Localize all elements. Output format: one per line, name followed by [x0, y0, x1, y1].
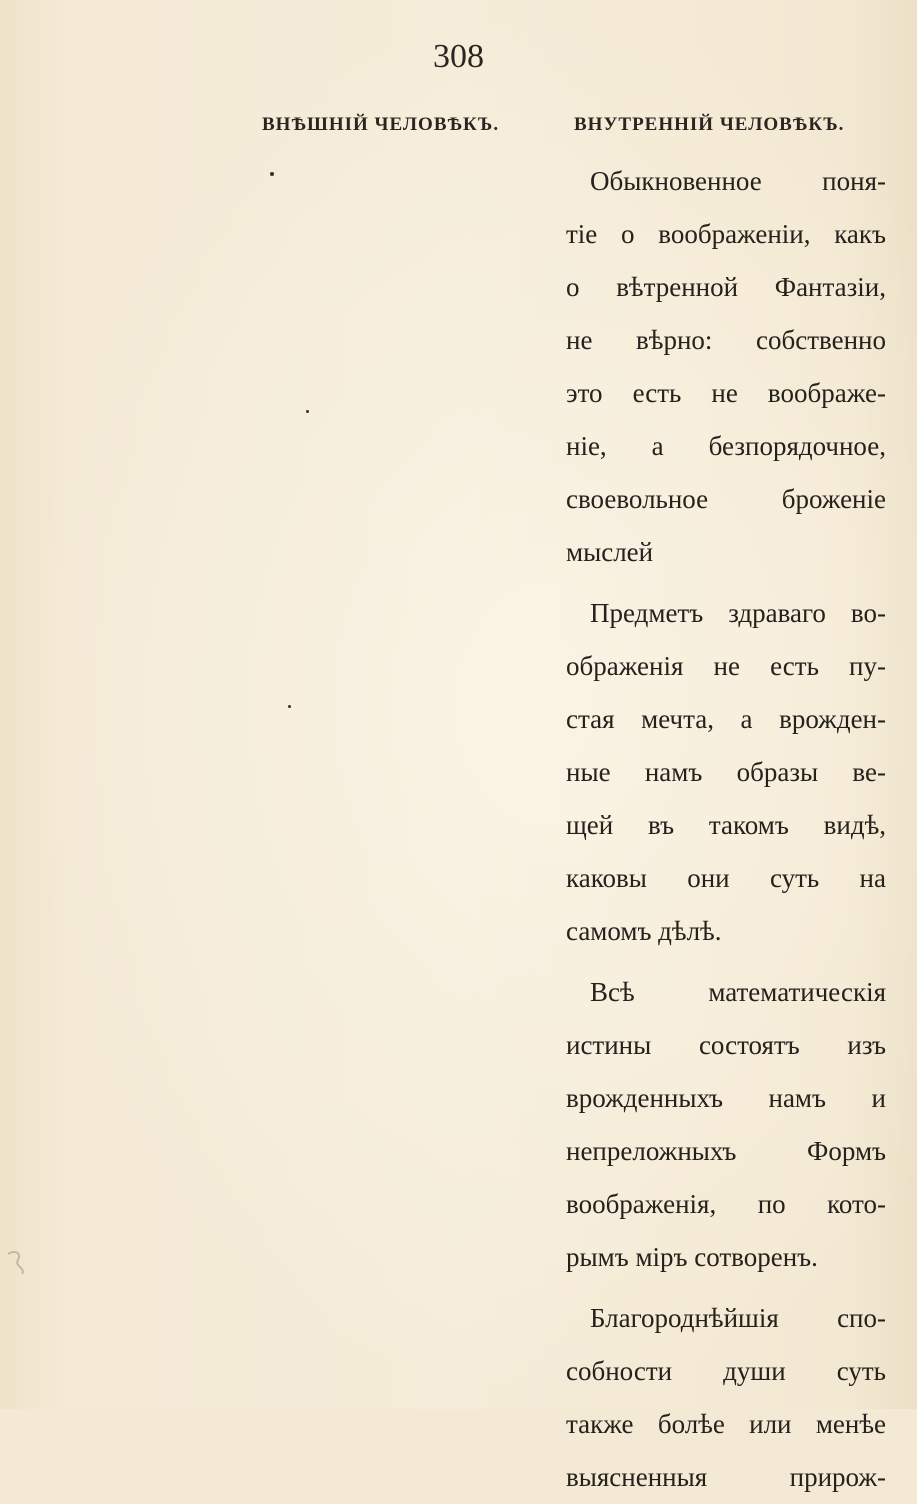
left-column-header: ВНѢШНІЙ ЧЕЛОВѢКЪ.	[262, 114, 500, 135]
ink-speck	[306, 410, 309, 413]
text-line: это есть не воображе-	[566, 378, 886, 408]
text-line: врожденныхъ намъ и	[566, 1083, 886, 1113]
paragraph-4	[566, 1292, 886, 1504]
text-line: ображенія не есть пу-	[566, 651, 886, 681]
text-line: ніе, а безпорядочное,	[566, 431, 886, 461]
text-line: собности души суть	[566, 1356, 886, 1386]
text-line: истины состоятъ изъ	[566, 1030, 886, 1060]
text-line: выясненныя прирож-	[566, 1462, 886, 1492]
text-line: также болѣе или менѣе	[566, 1409, 886, 1439]
ink-speck	[270, 172, 274, 176]
text-line: Предметъ здраваго во-	[590, 598, 886, 628]
stain-mark-icon	[4, 1248, 34, 1278]
text-line: не вѣрно: собственно	[566, 325, 886, 355]
text-line: мыслей	[566, 537, 654, 567]
text-line: Всѣ математическія	[590, 977, 886, 1007]
right-column-text	[566, 155, 886, 1504]
text-line: Обыкновенное поня-	[590, 166, 886, 196]
page-number: 308	[433, 38, 484, 75]
text-line: стая мечта, а врожден-	[566, 704, 886, 734]
text-line: ные намъ образы ве-	[566, 757, 886, 787]
ink-speck	[288, 705, 291, 708]
right-column-header: ВНУТРЕННІЙ ЧЕЛОВѢКЪ.	[574, 114, 845, 135]
text-line: своевольное броженіе	[566, 484, 886, 514]
text-line: Благороднѣйшія спо-	[590, 1303, 886, 1333]
paragraph-gap	[566, 579, 886, 587]
left-column-blank	[230, 160, 530, 1240]
paragraph-2	[566, 587, 886, 958]
text-line: воображенія, по кото-	[566, 1189, 886, 1219]
text-line: самомъ дѣлѣ.	[566, 916, 722, 946]
text-line: тіе о воображеніи, какъ	[566, 219, 886, 249]
paragraph-1	[566, 155, 886, 579]
text-line: рымъ міръ сотворенъ.	[566, 1242, 818, 1272]
paragraph-gap	[566, 1284, 886, 1292]
text-line: о вѣтренной Фантазіи,	[566, 272, 886, 302]
paragraph-gap	[566, 958, 886, 966]
paragraph-3	[566, 966, 886, 1284]
binding-stain	[4, 1248, 34, 1278]
text-line: каковы они суть на	[566, 863, 886, 893]
text-line: непреложныхъ Формъ	[566, 1136, 886, 1166]
text-line: щей въ такомъ видѣ,	[566, 810, 886, 840]
